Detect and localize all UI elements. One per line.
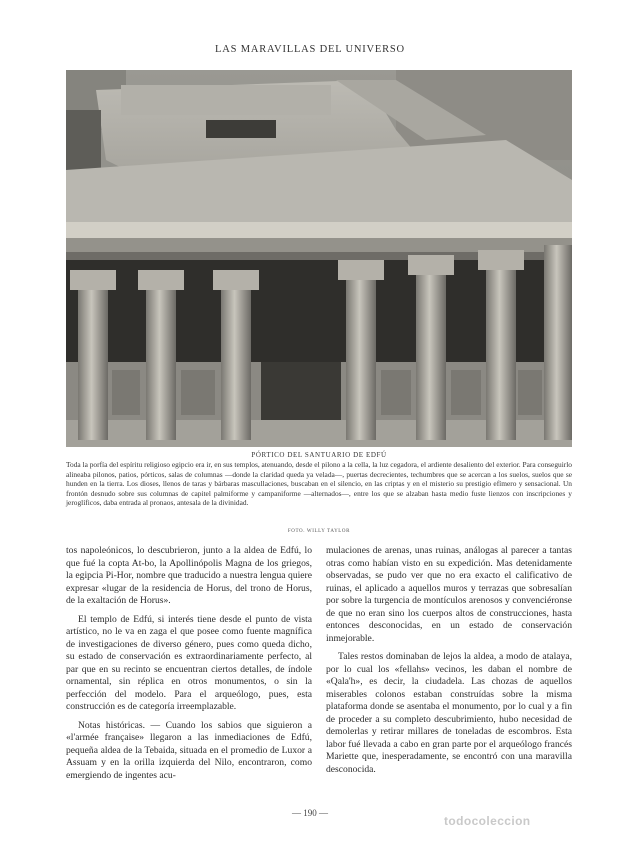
body-column-left (66, 545, 312, 788)
paragraph: mulaciones de arenas, unas ruinas, análogas al parecer a tantas otras como habían visto en su expedición. Mas detenidamente observadas, se pudo ver que no era exacto el calificativo de ruinas, el aplicado a aquellos muros y terrazas que sobresalían por sobre la turgencia de montículos arenosos y convenciéronse de que no eran sino los cuerpos altos de construcciones, hasta entonces desconocidas, en un estado de conservación inmejorable. (326, 545, 572, 644)
photo-credit: FOTO. WILLY TAYLOR (287, 529, 351, 534)
figure-title: PÓRTICO DEL SANTUARIO DE EDFÚ (251, 451, 387, 459)
paragraph: Tales restos dominaban de lejos la aldea, a modo de atalaya, por lo cual los «fellahs» vecinos, les daban el nombre de «Qala'h», es decir, la ciudadela. Las chozas de aquellos miserables colonos estaban construídas sobre la misma plataforma donde se asentaba el monumento, por lo cual y a fin de proceder a su completo descubrimiento, hubo necesidad de demolerlas y retirar millares de toneladas de escombros. Esta labor fué llevada a cabo en gran parte por el arqueólogo francés Mariette que, inesperadamente, se encontró con una maravilla desconocida. (326, 651, 572, 775)
temple-photograph (66, 70, 572, 447)
watermark-logo: todocoleccion (444, 814, 531, 828)
paragraph: tos napoleónicos, lo descubrieron, junto a la aldea de Edfú, lo que fué la copta At-bo, la Apollinópolis Magna de los griegos, la egipcia Pi-Hor, nombre que traducido a nuestra lengua quiere expresar «lugar de la residencia de Horus, del trono de Horus, de la exaltación de Horus». (66, 545, 312, 606)
paragraph: Notas históricas. — Cuando los sabios que siguieron a «l'armée française» llegaron a las inmediaciones de Edfú, pequeña aldea de la Tebaida, situada en el promedio de Luxor a Assuam y en la orilla izquierda del Nilo, encontraron, como emergiendo de ingentes acu- (66, 719, 312, 781)
body-column-right (326, 545, 572, 782)
temple-photo-drawing (66, 70, 572, 447)
page-number: — 190 — (292, 808, 328, 818)
figure-caption: Toda la porfía del espíritu religioso egipcio era ir, en sus templos, atenuando, desde el pilono a la cella, la luz cegadora, el ardiente desaliento del exterior. Para conseguirlo alineaba pilonos, patios, pórticos, salas de columnas —donde la claridad queda ya velada—, puertas decrecientes, techumbres que se acercan a los suelos, suelos que se hunden en la tierra. Los dioses, llenos de taras y bárbaras mascullaciones, buscaban en el silencio, en las criptas y en el misterio su prestigio efímero y sensacional. Un frontón desnudo sobre sus columnas de capitel palmiforme y campaniforme —alternados—, entre los que se alzaban hasta medio fuste lienzos con inscripciones y jeroglíficos, daba entrada al pronaos, antesala de la divinidad. (66, 460, 572, 508)
running-header: LAS MARAVILLAS DEL UNIVERSO (215, 44, 405, 55)
paragraph: El templo de Edfú, si interés tiene desde el punto de vista artístico, no le va en zaga el que posee como fuente magnífica de investigaciones de diverso género, pues como queda dicho, su estado de conservación es extraordinariamente perfecto, al par que en su recinto se encuentran ciertos detalles, de índole ornamental, sin réplica en otros monumentos, o sin la perfección del modelo. Para el arqueólogo, pues, esta construcción es de categoría irreemplazable. (66, 613, 312, 712)
